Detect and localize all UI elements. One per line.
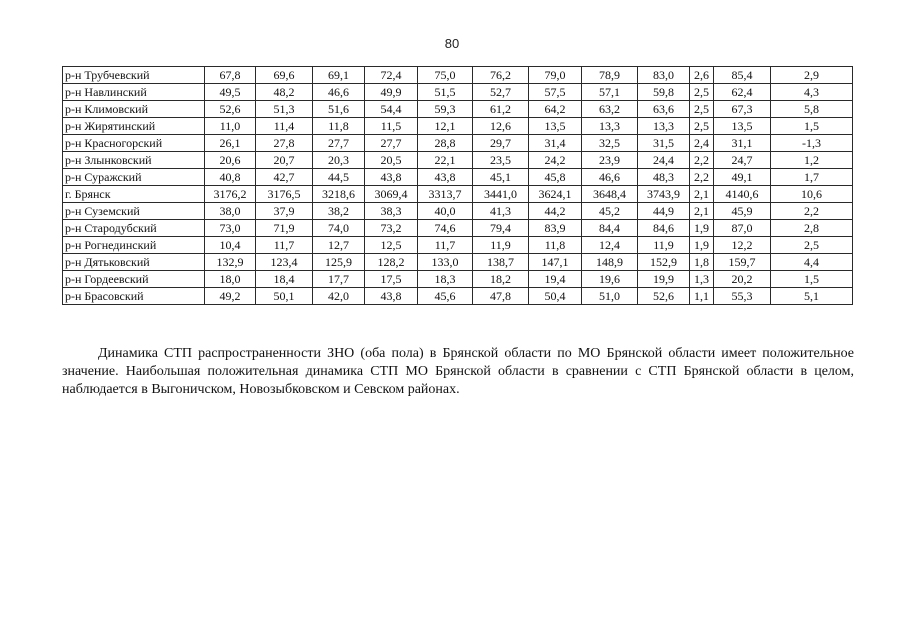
value-cell: 38,2	[313, 203, 365, 220]
value-cell: 12,2	[714, 237, 771, 254]
value-cell: 11,7	[256, 237, 313, 254]
value-cell: 1,5	[771, 118, 853, 135]
value-cell: 57,1	[582, 84, 638, 101]
value-cell: 67,3	[714, 101, 771, 118]
value-cell: 28,8	[418, 135, 473, 152]
value-cell: 44,5	[313, 169, 365, 186]
value-cell: 57,5	[529, 84, 582, 101]
value-cell: 84,6	[638, 220, 690, 237]
value-cell: 27,8	[256, 135, 313, 152]
value-cell: 51,5	[418, 84, 473, 101]
value-cell: 11,8	[529, 237, 582, 254]
value-cell: 12,6	[473, 118, 529, 135]
value-cell: 46,6	[313, 84, 365, 101]
table-row	[63, 84, 853, 101]
value-cell: 42,0	[313, 288, 365, 305]
value-cell: 13,5	[714, 118, 771, 135]
value-cell: 13,3	[582, 118, 638, 135]
value-cell: 3441,0	[473, 186, 529, 203]
value-cell: 71,9	[256, 220, 313, 237]
value-cell: 48,3	[638, 169, 690, 186]
value-cell: 50,1	[256, 288, 313, 305]
value-cell: 2,4	[690, 135, 714, 152]
value-cell: 32,5	[582, 135, 638, 152]
district-name-cell: р-н Трубчевский	[63, 67, 205, 84]
value-cell: 51,0	[582, 288, 638, 305]
district-name-cell: г. Брянск	[63, 186, 205, 203]
value-cell: 1,7	[771, 169, 853, 186]
value-cell: 84,4	[582, 220, 638, 237]
value-cell: 52,7	[473, 84, 529, 101]
value-cell: 64,2	[529, 101, 582, 118]
district-name-cell: р-н Брасовский	[63, 288, 205, 305]
district-name-cell: р-н Климовский	[63, 101, 205, 118]
value-cell: 19,4	[529, 271, 582, 288]
value-cell: 49,9	[365, 84, 418, 101]
value-cell: 31,1	[714, 135, 771, 152]
value-cell: 51,3	[256, 101, 313, 118]
value-cell: 23,5	[473, 152, 529, 169]
value-cell: -1,3	[771, 135, 853, 152]
value-cell: 3313,7	[418, 186, 473, 203]
value-cell: 79,0	[529, 67, 582, 84]
table-row	[63, 101, 853, 118]
value-cell: 74,6	[418, 220, 473, 237]
table-row	[63, 169, 853, 186]
value-cell: 1,9	[690, 220, 714, 237]
value-cell: 1,8	[690, 254, 714, 271]
table-row	[63, 203, 853, 220]
value-cell: 69,6	[256, 67, 313, 84]
value-cell: 49,5	[205, 84, 256, 101]
value-cell: 1,5	[771, 271, 853, 288]
value-cell: 128,2	[365, 254, 418, 271]
value-cell: 3176,5	[256, 186, 313, 203]
value-cell: 132,9	[205, 254, 256, 271]
value-cell: 44,2	[529, 203, 582, 220]
value-cell: 45,6	[418, 288, 473, 305]
value-cell: 73,2	[365, 220, 418, 237]
value-cell: 46,6	[582, 169, 638, 186]
value-cell: 11,9	[473, 237, 529, 254]
district-name-cell: р-н Красногорский	[63, 135, 205, 152]
value-cell: 148,9	[582, 254, 638, 271]
page-number: 80	[444, 36, 460, 51]
value-cell: 49,1	[714, 169, 771, 186]
value-cell: 3743,9	[638, 186, 690, 203]
value-cell: 138,7	[473, 254, 529, 271]
value-cell: 37,9	[256, 203, 313, 220]
value-cell: 152,9	[638, 254, 690, 271]
value-cell: 3218,6	[313, 186, 365, 203]
value-cell: 159,7	[714, 254, 771, 271]
value-cell: 45,9	[714, 203, 771, 220]
value-cell: 10,4	[205, 237, 256, 254]
value-cell: 4140,6	[714, 186, 771, 203]
value-cell: 40,0	[418, 203, 473, 220]
district-name-cell: р-н Навлинский	[63, 84, 205, 101]
value-cell: 2,1	[690, 203, 714, 220]
value-cell: 1,2	[771, 152, 853, 169]
value-cell: 1,1	[690, 288, 714, 305]
value-cell: 59,3	[418, 101, 473, 118]
value-cell: 2,5	[771, 237, 853, 254]
value-cell: 3624,1	[529, 186, 582, 203]
district-name-cell: р-н Стародубский	[63, 220, 205, 237]
value-cell: 20,3	[313, 152, 365, 169]
value-cell: 31,4	[529, 135, 582, 152]
value-cell: 63,6	[638, 101, 690, 118]
value-cell: 27,7	[313, 135, 365, 152]
value-cell: 75,0	[418, 67, 473, 84]
value-cell: 43,8	[418, 169, 473, 186]
value-cell: 54,4	[365, 101, 418, 118]
district-name-cell: р-н Жирятинский	[63, 118, 205, 135]
table-row	[63, 220, 853, 237]
value-cell: 62,4	[714, 84, 771, 101]
value-cell: 49,2	[205, 288, 256, 305]
value-cell: 85,4	[714, 67, 771, 84]
value-cell: 74,0	[313, 220, 365, 237]
value-cell: 2,5	[690, 118, 714, 135]
value-cell: 44,9	[638, 203, 690, 220]
value-cell: 5,8	[771, 101, 853, 118]
value-cell: 11,8	[313, 118, 365, 135]
table-row	[63, 67, 853, 84]
value-cell: 2,2	[690, 152, 714, 169]
value-cell: 19,9	[638, 271, 690, 288]
table-body	[63, 67, 853, 305]
value-cell: 17,7	[313, 271, 365, 288]
value-cell: 12,4	[582, 237, 638, 254]
value-cell: 2,6	[690, 67, 714, 84]
table-row	[63, 254, 853, 271]
value-cell: 11,9	[638, 237, 690, 254]
value-cell: 11,4	[256, 118, 313, 135]
district-statistics-table	[62, 66, 853, 305]
district-name-cell: р-н Рогнединский	[63, 237, 205, 254]
value-cell: 79,4	[473, 220, 529, 237]
value-cell: 19,6	[582, 271, 638, 288]
value-cell: 50,4	[529, 288, 582, 305]
value-cell: 23,9	[582, 152, 638, 169]
value-cell: 11,7	[418, 237, 473, 254]
value-cell: 31,5	[638, 135, 690, 152]
district-name-cell: р-н Гордеевский	[63, 271, 205, 288]
value-cell: 133,0	[418, 254, 473, 271]
value-cell: 42,7	[256, 169, 313, 186]
value-cell: 45,2	[582, 203, 638, 220]
table-row	[63, 118, 853, 135]
value-cell: 20,5	[365, 152, 418, 169]
value-cell: 20,2	[714, 271, 771, 288]
value-cell: 22,1	[418, 152, 473, 169]
value-cell: 18,0	[205, 271, 256, 288]
value-cell: 4,4	[771, 254, 853, 271]
value-cell: 76,2	[473, 67, 529, 84]
table-row	[63, 288, 853, 305]
value-cell: 2,5	[690, 101, 714, 118]
value-cell: 2,2	[771, 203, 853, 220]
value-cell: 51,6	[313, 101, 365, 118]
value-cell: 48,2	[256, 84, 313, 101]
value-cell: 24,7	[714, 152, 771, 169]
value-cell: 67,8	[205, 67, 256, 84]
value-cell: 147,1	[529, 254, 582, 271]
value-cell: 12,7	[313, 237, 365, 254]
value-cell: 2,8	[771, 220, 853, 237]
value-cell: 20,6	[205, 152, 256, 169]
value-cell: 59,8	[638, 84, 690, 101]
value-cell: 18,2	[473, 271, 529, 288]
value-cell: 125,9	[313, 254, 365, 271]
value-cell: 12,5	[365, 237, 418, 254]
value-cell: 12,1	[418, 118, 473, 135]
table-row	[63, 186, 853, 203]
value-cell: 18,4	[256, 271, 313, 288]
value-cell: 52,6	[205, 101, 256, 118]
district-name-cell: р-н Суземский	[63, 203, 205, 220]
value-cell: 69,1	[313, 67, 365, 84]
value-cell: 38,3	[365, 203, 418, 220]
value-cell: 13,3	[638, 118, 690, 135]
value-cell: 3069,4	[365, 186, 418, 203]
value-cell: 11,5	[365, 118, 418, 135]
value-cell: 27,7	[365, 135, 418, 152]
table-row	[63, 237, 853, 254]
value-cell: 45,1	[473, 169, 529, 186]
value-cell: 52,6	[638, 288, 690, 305]
value-cell: 43,8	[365, 169, 418, 186]
value-cell: 123,4	[256, 254, 313, 271]
value-cell: 45,8	[529, 169, 582, 186]
value-cell: 2,2	[690, 169, 714, 186]
value-cell: 55,3	[714, 288, 771, 305]
district-name-cell: р-н Суражский	[63, 169, 205, 186]
value-cell: 1,9	[690, 237, 714, 254]
value-cell: 5,1	[771, 288, 853, 305]
value-cell: 2,9	[771, 67, 853, 84]
value-cell: 10,6	[771, 186, 853, 203]
value-cell: 47,8	[473, 288, 529, 305]
value-cell: 63,2	[582, 101, 638, 118]
value-cell: 43,8	[365, 288, 418, 305]
value-cell: 3648,4	[582, 186, 638, 203]
value-cell: 83,0	[638, 67, 690, 84]
value-cell: 38,0	[205, 203, 256, 220]
district-name-cell: р-н Дятьковский	[63, 254, 205, 271]
value-cell: 29,7	[473, 135, 529, 152]
value-cell: 17,5	[365, 271, 418, 288]
value-cell: 78,9	[582, 67, 638, 84]
body-paragraph: Динамика СТП распространенности ЗНО (оба пола) в Брянской области по МО Брянской области имеет положительное значение. Наибольшая положительная динамика СТП МО Брянской области в сравнении с СТП Брянской области в целом, наблюдается в Выгоничском, Новозыбковском и Севском районах.	[62, 346, 854, 397]
value-cell: 1,3	[690, 271, 714, 288]
value-cell: 40,8	[205, 169, 256, 186]
value-cell: 24,2	[529, 152, 582, 169]
value-cell: 11,0	[205, 118, 256, 135]
value-cell: 18,3	[418, 271, 473, 288]
value-cell: 61,2	[473, 101, 529, 118]
value-cell: 41,3	[473, 203, 529, 220]
value-cell: 83,9	[529, 220, 582, 237]
table-row	[63, 271, 853, 288]
value-cell: 26,1	[205, 135, 256, 152]
value-cell: 2,5	[690, 84, 714, 101]
value-cell: 2,1	[690, 186, 714, 203]
value-cell: 24,4	[638, 152, 690, 169]
value-cell: 73,0	[205, 220, 256, 237]
district-name-cell: р-н Злынковский	[63, 152, 205, 169]
value-cell: 87,0	[714, 220, 771, 237]
table-row	[63, 135, 853, 152]
value-cell: 4,3	[771, 84, 853, 101]
table-row	[63, 152, 853, 169]
value-cell: 20,7	[256, 152, 313, 169]
value-cell: 72,4	[365, 67, 418, 84]
value-cell: 13,5	[529, 118, 582, 135]
value-cell: 3176,2	[205, 186, 256, 203]
